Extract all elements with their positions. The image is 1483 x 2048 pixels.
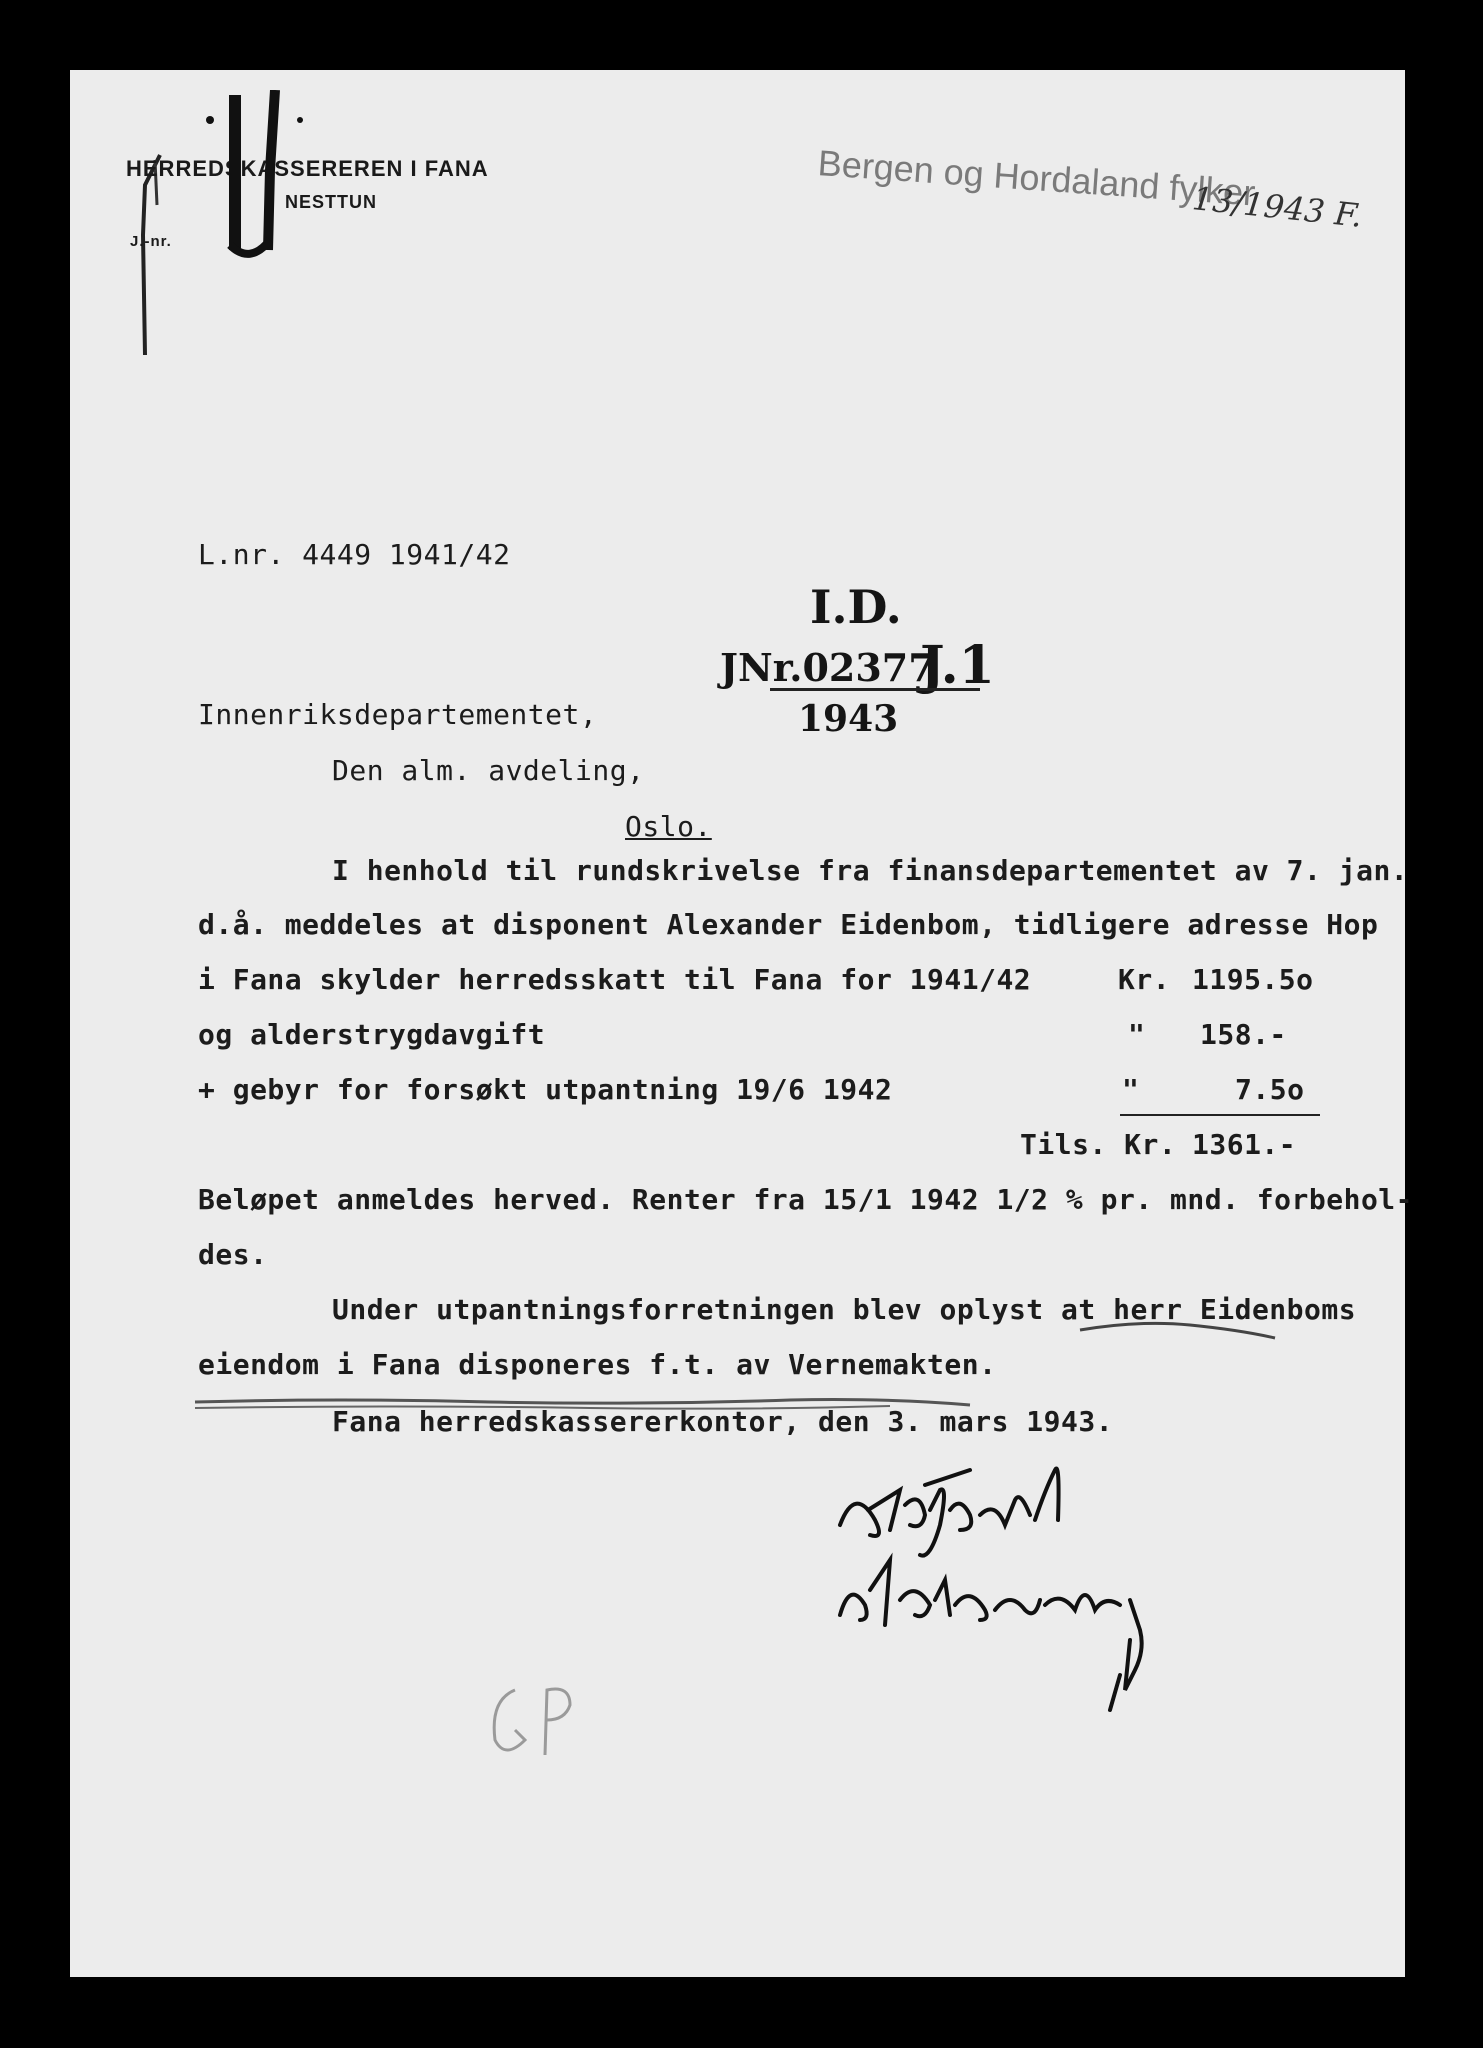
- claim-line2: des.: [198, 1238, 268, 1271]
- received-stamp-ref: 13/1943 F.: [1190, 179, 1365, 235]
- recipient: Innenriksdepartementet,: [198, 698, 598, 731]
- body-intro-line2: d.å. meddeles at disponent Alexander Eidenbom, tidligere adresse Hop: [198, 908, 1379, 941]
- journal-stamp-suffix: J.1: [920, 635, 995, 696]
- reference-number: L.nr. 4449 1941/42: [198, 538, 511, 571]
- sum-rule: [1120, 1114, 1320, 1116]
- note-line2: eiendom i Fana disponeres f.t. av Vernemakten.: [198, 1348, 997, 1381]
- journal-stamp-year: 1943: [798, 698, 899, 740]
- jnr-label: J.-nr.: [130, 233, 172, 250]
- item-marker-fee: ": [1128, 1018, 1146, 1051]
- item-desc-charge: + gebyr for forsøkt utpantning 19/6 1942: [198, 1073, 893, 1106]
- claim-line1: Beløpet anmeldes herved. Renter fra 15/1 1942 1/2 % pr. mnd. forbehol-: [198, 1183, 1414, 1216]
- item-desc-fee: og alderstrygdavgift: [198, 1018, 546, 1051]
- pencil-initials: [475, 1670, 595, 1770]
- item-amount-fee: 158.-: [1200, 1018, 1287, 1051]
- signatures: [830, 1430, 1350, 1720]
- item-amount-charge: 7.5o: [1235, 1073, 1305, 1106]
- total-amount: 1361.-: [1192, 1128, 1297, 1161]
- letterhead-office: HERREDSKASSEREREN I FANA: [126, 156, 489, 181]
- journal-stamp-number: JNr.02377: [720, 645, 935, 690]
- journal-stamp-line1: I.D.: [810, 580, 902, 634]
- letterhead-ink-mark: [190, 90, 330, 260]
- pencil-underline: [190, 1310, 1290, 1420]
- closing-line: Fana herredskassererkontor, den 3. mars 1943.: [332, 1405, 1114, 1438]
- total-label: Tils. Kr.: [1020, 1128, 1177, 1161]
- recipient-city: Oslo.: [625, 810, 712, 843]
- body-intro-line1: I henhold til rundskrivelse fra finansdepartementet av 7. jan.: [332, 854, 1409, 887]
- item-amount-tax: 1195.5o: [1192, 963, 1314, 996]
- item-marker-tax: Kr.: [1118, 963, 1171, 996]
- letter-page: [70, 70, 1414, 1977]
- letterhead-place: NESTTUN: [285, 192, 377, 212]
- item-desc-tax: i Fana skylder herredsskatt til Fana for 1941/42: [198, 963, 1032, 996]
- note-line1: Under utpantningsforretningen blev oplyst at herr Eidenboms: [332, 1293, 1357, 1326]
- journal-stamp-rule: [770, 688, 980, 691]
- item-marker-charge: ": [1122, 1073, 1140, 1106]
- received-stamp: Bergen og Hordaland fylker: [816, 142, 1257, 214]
- recipient-department: Den alm. avdeling,: [332, 754, 645, 787]
